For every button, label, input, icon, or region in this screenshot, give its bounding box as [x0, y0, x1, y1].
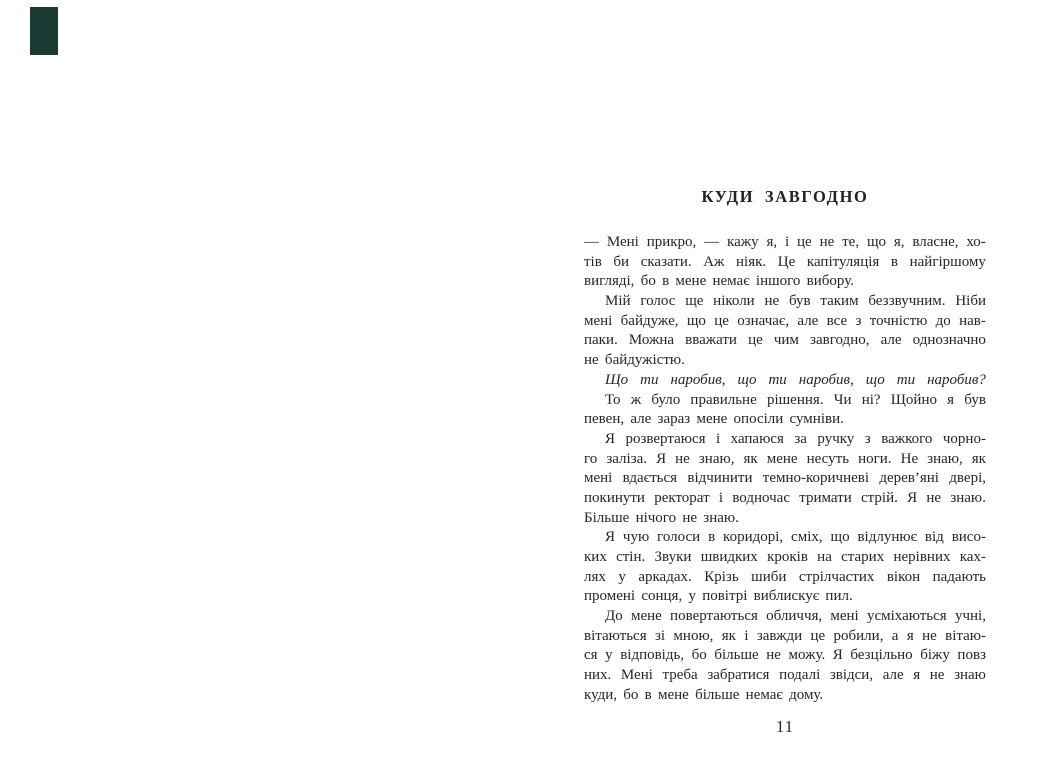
text-line: Я розвертаюся і хапаюся за ручку з важкого чорно-: [605, 430, 986, 447]
text-line: То ж було правильне рішення. Чи ні? Щойно я був: [605, 391, 986, 408]
text-line: ся у відповідь, бо більше не можу. Я безцільно біжу повз: [584, 647, 986, 664]
text-line: Я чую голоси в коридорі, сміх, що відлунює від висо-: [605, 529, 986, 546]
text-line: лях у аркадах. Крізь шиби стрілчастих вікон падають: [584, 568, 986, 585]
chapter-title: КУДИ ЗАВГОДНО: [701, 187, 869, 206]
text-line: тів би сказати. Аж ніяк. Це капітуляція в найгіршому: [584, 253, 986, 270]
text-line: куди, бо в мене більше немає дому.: [584, 686, 824, 703]
text-line: не байдужістю.: [584, 352, 685, 369]
text-line: ких стін. Звуки швидких кроків на старих нерівних ках-: [584, 549, 986, 565]
text-line: них. Мені треба забратися подалі звідси, але я не знаю: [584, 667, 986, 684]
text-line: промені сонця, у повітрі виблискує пил.: [584, 588, 853, 605]
text-line: До мене повертаються обличчя, мені усміхаються учні,: [605, 608, 986, 625]
text-line: вітаються зі мною, як і завжди це робили, а я не вітаю-: [584, 627, 986, 644]
text-line: паки. Можна вважати це чим завгодно, але однозначно: [584, 332, 986, 349]
text-line: Що ти наробив, що ти наробив, що ти наробив?: [605, 371, 986, 388]
text-line: Мій голос ще ніколи не був таким беззвучним. Ніби: [605, 293, 986, 310]
text-line: покинути ректорат і водночас тримати стрій. Я не знаю.: [584, 489, 986, 506]
text-line: го заліза. Я не знаю, як мене несуть ноги. Не знаю, як: [584, 450, 986, 467]
text-line: мені байдуже, що це означає, але все з точністю до нав-: [584, 312, 986, 329]
body-text: [584, 233, 986, 706]
text-line: вигляді, бо в мене немає іншого вибору.: [584, 273, 854, 290]
text-line: — Мені прикро, — кажу я, і це не те, що я, власне, хо-: [584, 234, 986, 250]
text-line: певен, але зараз мене опосіли сумніви.: [584, 411, 844, 428]
text-line: Більше нічого не знаю.: [584, 509, 739, 526]
page-number: 11: [775, 717, 795, 736]
text-line: мені вдається відчинити темно-коричневі дерев’яні двері,: [584, 470, 986, 487]
corner-scan-artifact: [30, 7, 58, 55]
